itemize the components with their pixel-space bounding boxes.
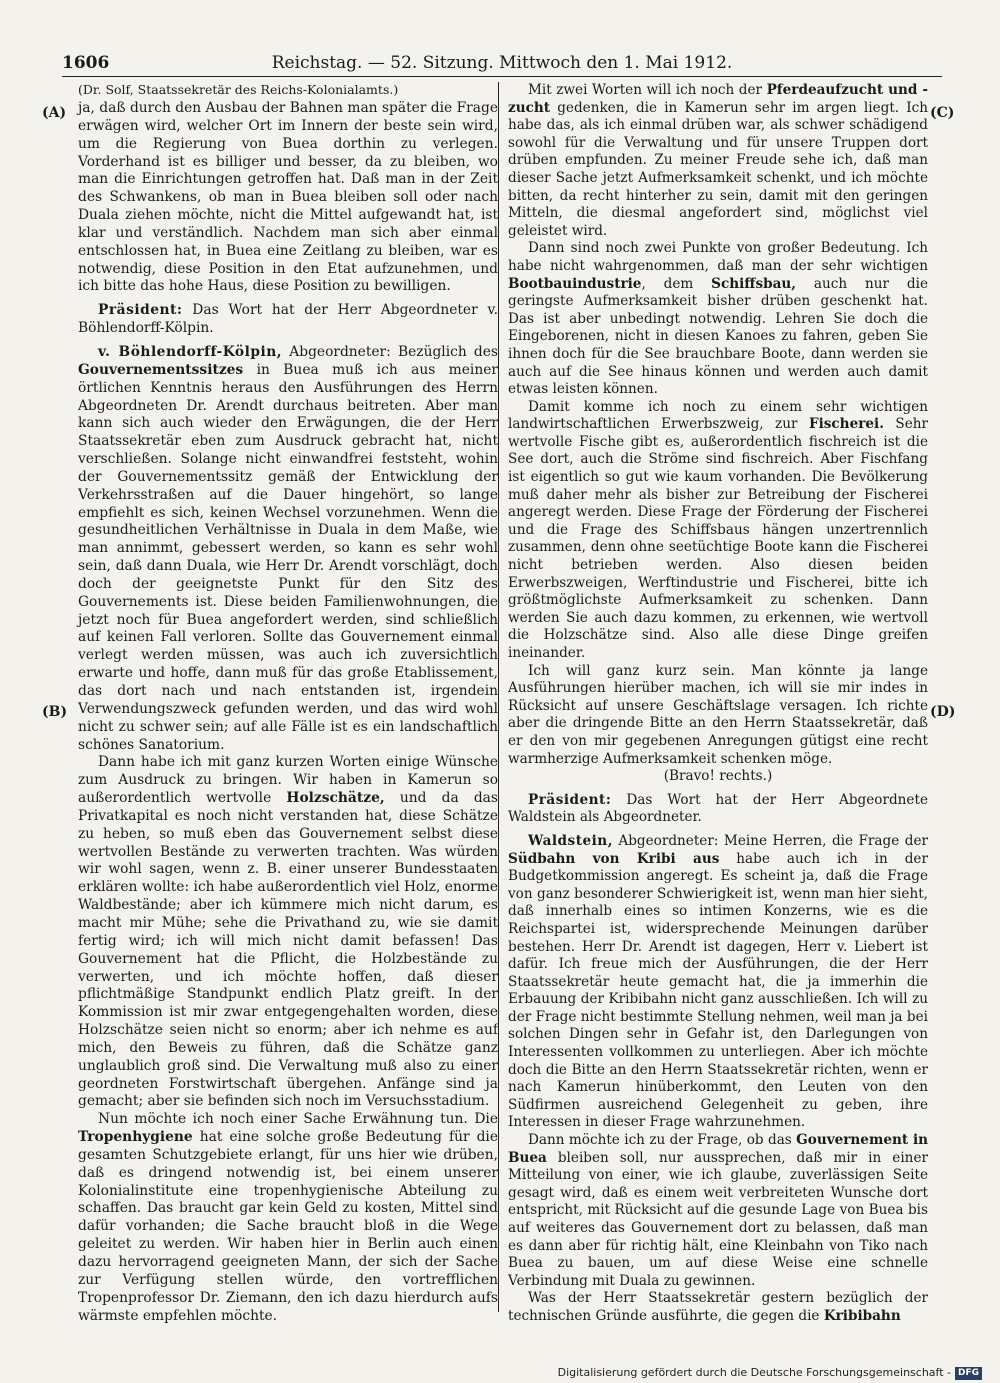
paragraph-text: gedenken, die in Kamerun sehr im argen liegt. Ich habe das, als ich einmal drüben war, als schwer schädigend sowohl für die Verwaltung und für unsere Truppen dort drüben empfunden. Zu meiner Freude sehe ich, daß man dieser Sache jetzt Aufmerksamkeit schenkt, und ich möchte bitten, da recht hinterher zu sein, damit mit den geringen Mitteln, die diesmal angefordert sind, möglichst viel geleistet wird. <box>508 99 928 239</box>
paragraph-text: hat eine solche große Bedeutung für die gesamten Schutzgebiete erlangt, für uns hier wie drüben, daß es dringend notwendig ist, bei einem unserer Kolonialinstitute eine tropenhygienische Abteilung zu schaffen. Das braucht gar kein Geld zu kosten, Mittel sind dafür vorhanden; die Sache braucht bloß in die Wege geleitet zu werden. Wir haben hier in Berlin auch einen dazu hervorragend geeigneten Mann, der sich der Sache zur Verfügung stellen würde, den vortrefflichen Tropenprofessor Dr. Ziemann, den ich dazu hierdurch aufs wärmste empfehlen möchte. <box>78 1129 498 1324</box>
paragraph-text: Dann sind noch zwei Punkte von großer Bedeutung. Ich habe nicht wahrgenommen, daß man der sehr wichtigen <box>508 240 928 274</box>
speaker-attribution: (Dr. Solf, Staatssekretär des Reichs-Kolonialamts.) <box>78 82 399 97</box>
paragraph-text: Sehr wertvolle Fische gibt es, außerordentlich fischreich ist die See dort, auch die Ströme sind fischreich. Aber Fischfang ist eigentlich so gut wie kaum vorhanden. Die Bevölkerung muß daher mehr als bisher zur Betreibung der Fischerei angeregt werden. Diese Frage der Förderung der Fischerei und die Frage des Schiffsbaus hängen unzertrennlich zusammen, denn ohne seetüchtige Boote kann die Fischerei nicht betrieben werden. Also diesen beiden Erwerbszweigen, Werftindustrie und Fischerei, bitte ich größtmöglichste Aufmerksamkeit zu schenken. Dann werden Sie auch dazu kommen, zu erkennen, wie wertvoll die Holzschätze sind. Also alle diese Dinge greifen ineinander. <box>508 416 929 661</box>
column-divider <box>498 82 499 1312</box>
paragraph-text: Das Wort hat der Herr Abgeordneter v. Böhlendorff-Kölpin. <box>78 302 498 337</box>
paragraph-text: Dann habe ich mit ganz kurzen Worten einige Wünsche zum Ausdruck zu bringen. Wir haben in Kamerun so außerordentlich wertvolle <box>78 754 498 807</box>
paragraph <box>78 1111 498 1325</box>
speaker-name: v. Böhlendorff-Kölpin, <box>98 343 283 360</box>
dfg-logo: DFG <box>955 1367 982 1380</box>
digitization-footer <box>558 1366 982 1380</box>
right-column <box>508 82 928 1326</box>
speaker-name: Waldstein, <box>528 832 613 849</box>
margin-marker-a: (A) <box>42 105 67 121</box>
emphasis: Schiffsbau, <box>711 275 797 292</box>
paragraph-text: Abgeordneter: Meine Herren, die Frage der <box>612 832 928 849</box>
emphasis: Pferdeaufzucht und -zucht <box>508 82 928 116</box>
speaker-name: Präsident: <box>98 302 183 319</box>
interjection: (Bravo! rechts.) <box>663 768 773 785</box>
paragraph-text: Dann möchte ich zu der Frage, ob das <box>528 1132 797 1149</box>
paragraph <box>508 792 928 827</box>
emphasis: Fischerei. <box>808 416 884 433</box>
emphasis: Bootbauindustrie <box>508 275 642 292</box>
paragraph <box>78 344 498 754</box>
emphasis: Tropenhygiene <box>78 1129 193 1146</box>
paragraph <box>78 754 498 1111</box>
paragraph <box>508 1132 928 1290</box>
speaker-name: Präsident: <box>528 791 612 808</box>
paragraph <box>78 302 498 338</box>
paragraph-text: Abgeordneter: Bezüglich des <box>282 343 498 360</box>
emphasis: Gouvernement in Buea <box>508 1132 928 1166</box>
running-title: Reichstag. — 52. Sitzung. Mittwoch den 1. Mai 1912. <box>271 53 733 73</box>
paragraph-text: Das Wort hat der Herr Abgeordnete Waldstein als Abgeordneter. <box>508 791 928 826</box>
page-number: 1606 <box>62 53 110 73</box>
paragraph: ja, daß durch den Ausbau der Bahnen man später die Frage erwägen wird, welcher Ort im Innern der beste sein wird, um die Regierung von Buea dorthin zu verlegen. Vorderhand ist es billiger und besser, da zu bleiben, wo man die Einrichtungen getroffen hat. Daß man in der Zeit des Schwankens, ob man in Buea bleiben soll oder nach Duala ziehen möchte, nicht die Mittel aufgewandt hat, ist klar und verständlich. Nachdem man sich aber einmal entschlossen hat, in Buea eine Zeitlang zu bleiben, war es notwendig, diese Position in den Etat aufzunehmen, und ich bitte das hohe Haus, diese Position zu bewilligen. <box>78 100 498 295</box>
margin-marker-d: (D) <box>930 704 956 720</box>
paragraph: Ich will ganz kurz sein. Man könnte ja lange Ausführungen hierüber machen, ich will sie mir indes in Rücksicht auf unsere Geschäftslage versagen. Ich richte aber die dringende Bitte an den Herrn Staatssekretär, daß er den von mir gegebenen Anregungen gütigst eine recht warmherzige Aufmerksamkeit schenken möge. <box>508 662 928 767</box>
left-column <box>78 82 498 1325</box>
paragraph-text: bleiben soll, nur aussprechen, daß mir in einer Mitteilung von einer, wie ich glaube, zuverlässigen Seite gesagt wird, daß es einem weit verbreiteten Wunsche dort entspricht, mit Rücksicht auf die gesunde Lage von Buea bis auf weiteres das Gouvernement dort zu belassen, daß man es dann aber für richtig hält, eine Kleinbahn von Tiko nach Buea zu bauen, um auf diese Weise eine schnelle Verbindung mit Duala zu gewinnen. <box>508 1149 928 1289</box>
paragraph-text: in Buea muß ich aus meiner örtlichen Kenntnis heraus den Ausführungen des Herrn Abgeordneten Dr. Arendt durchaus beitreten. Aber man kann sich auch wieder den Erwägungen, die der Herr Staatssekretär eben zum Ausdruck gebracht hat, nicht verschließen. Solange nicht einwandfrei feststeht, wohin der Gouvernementssitz gemäß der Entwicklung der Verkehrsstraßen auf die Dauer hingehört, so lange empfiehlt es sich, keinen Wechsel vorzunehmen. Wenn die gesundheitlichen Verhältnisse in Duala in dem Maße, wie man annimmt, gebessert werden, so kann es sehr wohl sein, daß dann Duala, wie Herr Dr. Arendt vorschlägt, doch doch der geeignetste Punkt für den Sitz des Gouvernements ist. Diese beiden Familienwohnungen, die jetzt noch für Buea angefordert werden, sind schließlich auf keinen Fall verloren. Sollte das Gouvernement einmal verlegt werden müssen, was auch ich zuversichtlich erwarte und hoffe, dann muß für das große Etablissement, das dort nach und nach entstanden ist, irgendein Verwendungszweck gefunden werden, und das wird wohl nicht zu schwer sein; auf alle Fälle ist es ein landschaftlich schönes Sanatorium. <box>78 361 498 753</box>
paragraph-text: und da das Privatkapital es noch nicht verstanden hat, diese Schätze zu heben, so muß eben das Gouvernement selbst diese wertvollen Bestände zu verwerten trachten. Was würden wir wohl sagen, wenn z. B. einer unserer Bundesstaaten erklären wollte: ich habe außerordentlich viel Holz, enorme Waldbestände; aber ich kümmere mich nicht darum, es macht mir Mühe; sehe die Privathand zu, wie sie damit fertig wird; ich will mich nicht damit befassen! Das Gouvernement hat die Pflicht, die Holzbestände zu verwerten, und ich möchte hoffen, daß dieser pflichtmäßige Standpunkt endlich Platz greift. In der Kommission ist mir zwar entgegengehalten worden, diese Holzschätze seien nicht so enorm; aber ich nehme es auf mich, den Beweis zu führen, daß die Schätze ganz unglaublich groß sind. Die Verwaltung muß also zu einer geordneten Forstwirtschaft übergehen. Anfänge sind ja gemacht; aber sie befinden sich noch im Versuchsstadium. <box>78 790 498 1110</box>
paragraph-text: habe auch ich in der Budgetkommission angeregt. Es scheint ja, daß die Frage von ganz besonderer Schwierigkeit ist, wenn man hier sieht, daß innerhalb eines so intimen Konzerns, wie es die Reichspartei ist, widersprechende Meinungen darüber bestehen. Herr Dr. Arendt ist dagegen, Herr v. Liebert ist dafür. Ich freue mich der Ausführungen, die der Herr Staatssekretär heute gemacht hat, die ja immerhin die Erbauung der Kribibahn nicht ganz ausschließen. Ich will zu der Frage nicht bestimmte Stellung nehmen, weil man ja bei solchen Dingen sehr in Gefahr ist, den Darlegungen von Interessenten vollkommen zu unterliegen. Aber ich möchte doch die Bitte an den Herrn Staatssekretär richten, wenn er nach Kamerun hinüberkommt, den Leuten von den Südfirmen ausreichend Gelegenheit zu geben, ihre Interessen in dieser Frage wahrzunehmen. <box>508 850 928 1131</box>
paragraph <box>508 1290 928 1325</box>
paragraph <box>508 399 928 663</box>
emphasis: Kribibahn <box>823 1307 901 1324</box>
paragraph <box>508 82 928 240</box>
margin-marker-b: (B) <box>42 704 68 720</box>
page-header <box>62 52 942 77</box>
paragraph-text: auch nur die geringste Aufmerksamkeit bisher drüben geschenkt hat. Das ist aber unbedingt notwendig. Lehren Sie doch die Eingeborenen, nicht in diesen Kanoes zu fahren, geben Sie ihnen doch für die See brauchbare Boote, dann werden sie auch auf die See hinaus können und werden auch damit etwas leisten können. <box>508 275 928 398</box>
paragraph-text: Was der Herr Staatssekretär gestern bezüglich der technischen Gründe ausführte, die gegen die <box>508 1290 928 1324</box>
emphasis: Südbahn von Kribi aus <box>508 850 720 867</box>
emphasis: Holzschätze, <box>286 790 385 807</box>
paragraph-text: Damit komme ich noch zu einem sehr wichtigen landwirtschaftlichen Erwerbszweig, zur <box>508 398 928 433</box>
paragraph-text: Nun möchte ich noch einer Sache Erwähnung tun. Die <box>98 1111 498 1128</box>
paragraph <box>508 240 928 398</box>
paragraph-text: , dem <box>641 275 712 292</box>
footer-text: Digitalisierung gefördert durch die Deutsche Forschungsgemeinschaft - <box>557 1366 951 1379</box>
margin-marker-c: (C) <box>930 105 955 121</box>
paragraph-text: Mit zwei Worten will ich noch der <box>528 82 767 98</box>
emphasis: Gouvernementssitzes <box>78 361 244 378</box>
paragraph <box>508 833 928 1132</box>
